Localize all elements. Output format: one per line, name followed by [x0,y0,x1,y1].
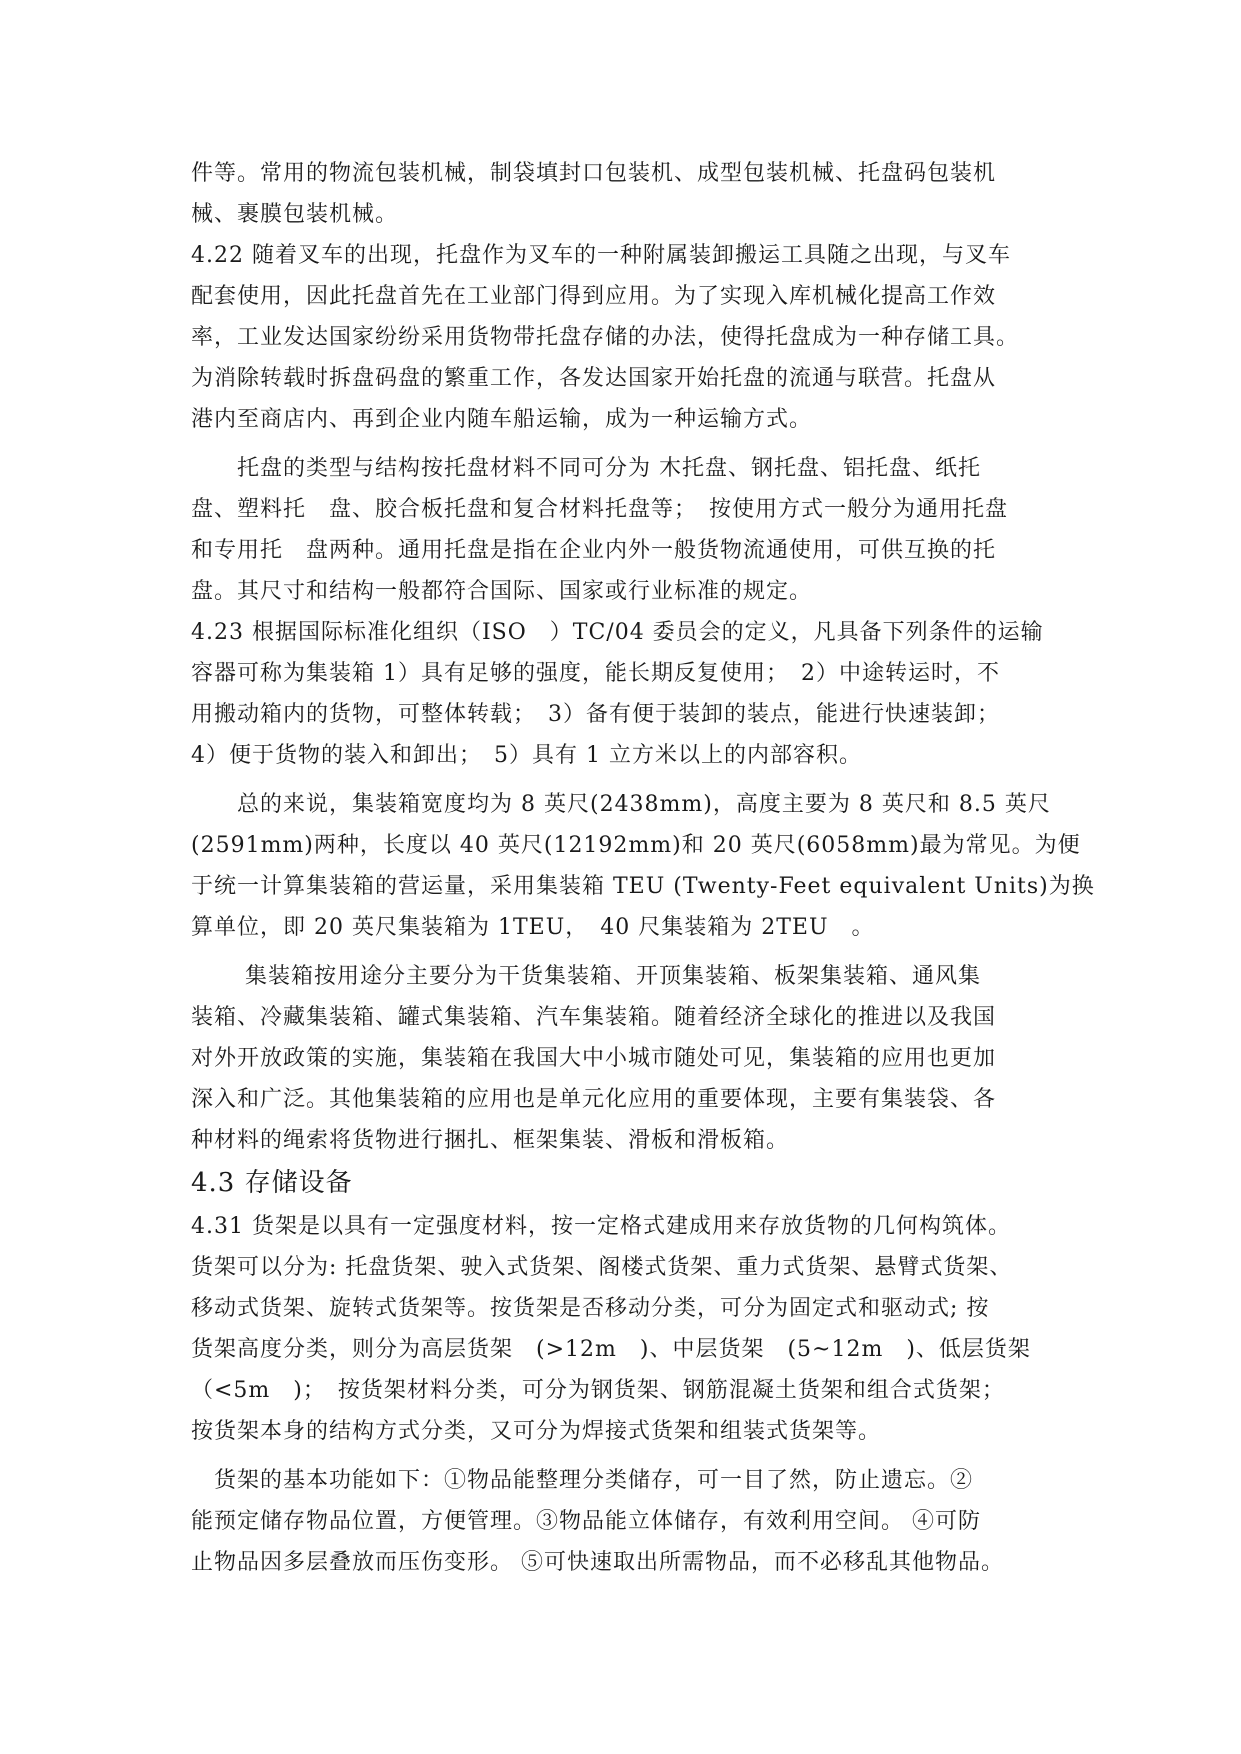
paragraph-container-types [191,956,1071,1161]
paragraph-shelf-functions [191,1460,1071,1583]
text-line: 货架的基本功能如下：①物品能整理分类储存，可一目了然，防止遗忘。② [191,1468,974,1493]
text-line: 4.23 根据国际标准化组织（ISO ）TC/04 委员会的定义，凡具备下列条件的运输 [191,620,1044,645]
text-line: 容器可称为集装箱 1）具有足够的强度，能长期反复使用； 2）中途转运时，不 [191,661,1000,686]
text-line: 能预定储存物品位置，方便管理。③物品能立体储存，有效利用空间。 ④可防 [191,1509,981,1534]
paragraph-packaging-machinery [191,153,1071,235]
text-line: 托盘的类型与结构按托盘材料不同可分为 木托盘、钢托盘、铝托盘、纸托 [191,456,981,481]
section-heading: 4.3 存储设备 [191,1168,353,1198]
document-page [191,153,1095,1583]
text-line: 装箱、冷藏集装箱、罐式集装箱、汽车集装箱。随着经济全球化的推进以及我国 [191,1005,997,1030]
text-line: 集装箱按用途分主要分为干货集装箱、开顶集装箱、板架集装箱、通风集 [191,964,981,989]
text-line: 对外开放政策的实施，集装箱在我国大中小城市随处可见，集装箱的应用也更加 [191,1046,997,1071]
text-line: 4.22 随着叉车的出现，托盘作为叉车的一种附属装卸搬运工具随之出现，与叉车 [191,243,1011,268]
text-line: 率，工业发达国家纷纷采用货物带托盘存储的办法，使得托盘成为一种存储工具。 [191,325,1020,350]
text-line: (2591mm)两种，长度以 40 英尺(12192mm)和 20 英尺(6058mm)最为常见。为便 [191,833,1081,858]
text-line: 港内至商店内、再到企业内随车船运输，成为一种运输方式。 [191,407,813,432]
text-line: 移动式货架、旋转式货架等。按货架是否移动分类，可分为固定式和驱动式; 按 [191,1296,990,1321]
text-line: （<5m )； 按货架材料分类，可分为钢货架、钢筋混凝土货架和组合式货架； [191,1378,1005,1403]
text-line: 配套使用，因此托盘首先在工业部门得到应用。为了实现入库机械化提高工作效 [191,284,997,309]
text-line: 货架高度分类，则分为高层货架 (>12m )、中层货架 (5~12m )、低层货架 [191,1337,1031,1362]
text-line: 算单位，即 20 英尺集装箱为 1TEU， 40 尺集装箱为 2TEU 。 [191,915,875,940]
paragraph-4-22 [191,235,1071,440]
text-line: 械、裹膜包装机械。 [191,202,399,227]
text-line: 盘、塑料托 盘、胶合板托盘和复合材料托盘等； 按使用方式一般分为通用托盘 [191,497,1009,522]
paragraph-pallet-types [191,448,1071,612]
text-line: 总的来说，集装箱宽度均为 8 英尺(2438mm)，高度主要为 8 英尺和 8.5 英尺 [191,792,1051,817]
text-line: 为消除转载时拆盘码盘的繁重工作，各发达国家开始托盘的流通与联营。托盘从 [191,366,997,391]
paragraph-container-sizes [191,784,1095,948]
text-line: 按货架本身的结构方式分类，又可分为焊接式货架和组装式货架等。 [191,1419,882,1444]
text-line: 4.31 货架是以具有一定强度材料，按一定格式建成用来存放货物的几何构筑体。 [191,1214,1011,1239]
paragraph-4-23 [191,612,1071,776]
text-line: 用搬动箱内的货物，可整体转载； 3）备有便于装卸的装点，能进行快速装卸； [191,702,1000,727]
text-line: 货架可以分为: 托盘货架、驶入式货架、阁楼式货架、重力式货架、悬臂式货架、 [191,1255,1013,1280]
text-line: 4）便于货物的装入和卸出； 5）具有 1 立方米以上的内部容积。 [191,743,862,768]
paragraph-4-31 [191,1206,1071,1452]
text-line: 盘。其尺寸和结构一般都符合国际、国家或行业标准的规定。 [191,579,813,604]
text-line: 种材料的绳索将货物进行捆扎、框架集装、滑板和滑板箱。 [191,1128,790,1153]
text-line: 件等。常用的物流包装机械，制袋填封口包装机、成型包装机械、托盘码包装机 [191,161,997,186]
text-line: 止物品因多层叠放而压伤变形。 ⑤可快速取出所需物品，而不必移乱其他物品。 [191,1550,1004,1575]
text-line: 深入和广泛。其他集装箱的应用也是单元化应用的重要体现，主要有集装袋、各 [191,1087,997,1112]
text-line: 和专用托 盘两种。通用托盘是指在企业内外一般货物流通使用，可供互换的托 [191,538,997,563]
text-line: 于统一计算集装箱的营运量，采用集装箱 TEU (Twenty-Feet equivalent Units)为换 [191,874,1095,899]
